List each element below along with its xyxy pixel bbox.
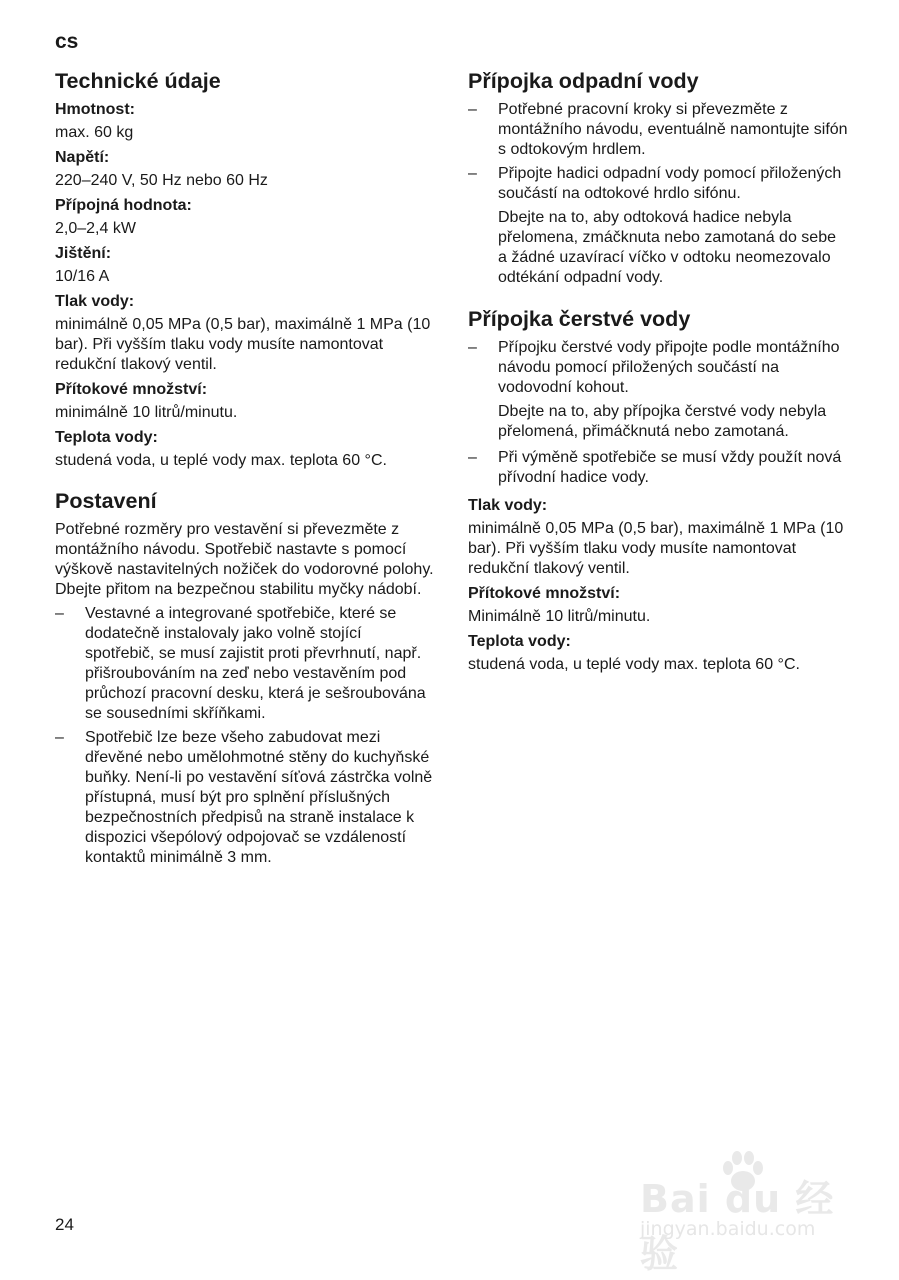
installation-intro: Potřebné rozměry pro vestavění si převezměte z montážního návodu. Spotřebič nastavte s pomocí výškově nastavitelných nožiček do vodorovné polohy. Dbejte přitom na bezpečnou stabilitu myčky nádobí. [55, 521, 434, 598]
language-code: cs [55, 30, 79, 53]
list-item [468, 338, 848, 398]
spec-value-flow-rate: Minimálně 10 litrů/minutu. [468, 608, 651, 625]
right-column [468, 68, 848, 680]
list-item [55, 728, 435, 868]
page-number: 24 [55, 1215, 74, 1234]
list-item [468, 164, 848, 204]
spec-value-power: 2,0–2,4 kW [55, 220, 136, 237]
spec-label-fuse: Jištění: [55, 245, 112, 262]
left-column [55, 68, 435, 872]
section-title-technical-data: Technické údaje [55, 69, 221, 93]
list-item-text: Potřebné pracovní kroky si převezměte z montážního návodu, eventuálně namontujte sifón s odtokovým hrdlem. [498, 101, 848, 158]
spec-value-voltage: 220–240 V, 50 Hz nebo 60 Hz [55, 172, 268, 189]
waste-water-note: Dbejte na to, aby odtoková hadice nebyla přelomena, zmáčknuta nebo zamotaná do sebe a žádné uzavírací víčko v odtoku neomezovalo odtékání odpadní vody. [498, 209, 836, 286]
dash-bullet-icon: – [468, 339, 477, 356]
list-item [468, 100, 848, 160]
spec-label-flow-rate: Přítokové množství: [468, 585, 621, 602]
spec-label-water-pressure: Tlak vody: [468, 497, 548, 514]
dash-bullet-icon: – [468, 449, 477, 466]
watermark [640, 1160, 840, 1276]
spec-value-water-temp: studená voda, u teplé vody max. teplota 60 °C. [468, 656, 800, 673]
spec-label-water-pressure: Tlak vody: [55, 293, 135, 310]
section-title-fresh-water: Přípojka čerstvé vody [468, 307, 691, 331]
dash-bullet-icon: – [468, 165, 477, 182]
spec-value-flow-rate: minimálně 10 litrů/minutu. [55, 404, 238, 421]
spec-label-power: Přípojná hodnota: [55, 197, 192, 214]
dash-bullet-icon: – [55, 729, 64, 746]
spec-value-water-temp: studená voda, u teplé vody max. teplota 60 °C. [55, 452, 387, 469]
spec-value-fuse: 10/16 A [55, 268, 110, 285]
spec-value-water-pressure: minimálně 0,05 MPa (0,5 bar), maximálně 1 MPa (10 bar). Při vyšším tlaku vody musíte namontovat redukční tlakový ventil. [468, 520, 844, 577]
watermark-url: jingyan.baidu.com [640, 1218, 816, 1240]
section-title-waste-water: Přípojka odpadní vody [468, 69, 699, 93]
list-item-text: Vestavné a integrované spotřebiče, které se dodatečně instalovaly jako volně stojící spotřebič, se musí zajistit proti převrhnutí, např. přišroubováním na zeď nebo vestavěním pod průchozí pracovní desku, která je sešroubována se sousedními skříňkami. [85, 605, 426, 722]
watermark-brand: Bai du 经验 [640, 1177, 835, 1276]
list-item [55, 604, 435, 724]
list-item-text: Připojte hadici odpadní vody pomocí přiložených součástí na odtokové hrdlo sifónu. [498, 165, 842, 202]
section-title-installation: Postavení [55, 489, 157, 513]
spec-label-water-temp: Teplota vody: [468, 633, 571, 650]
spec-label-water-temp: Teplota vody: [55, 429, 158, 446]
spec-value-water-pressure: minimálně 0,05 MPa (0,5 bar), maximálně 1 MPa (10 bar). Při vyšším tlaku vody musíte namontovat redukční tlakový ventil. [55, 316, 431, 373]
spec-label-flow-rate: Přítokové množství: [55, 381, 208, 398]
dash-bullet-icon: – [55, 605, 64, 622]
fresh-water-note: Dbejte na to, aby přípojka čerstvé vody nebyla přelomená, přimáčknutá nebo zamotaná. [498, 403, 827, 440]
list-item-text: Spotřebič lze beze všeho zabudovat mezi dřevěné nebo umělohmotné stěny do kuchyňské buňky. Není-li po vestavění síťová zástrčka volně přístupná, musí být pro splnění příslušných bezpečnostních předpisů na straně instalace k dispozici všepólový odpojovač se vzdáleností kontaktů minimálně 3 mm. [85, 729, 433, 866]
list-item-text: Při výměně spotřebiče se musí vždy použít nová přívodní hadice vody. [498, 449, 842, 486]
spec-value-weight: max. 60 kg [55, 124, 134, 141]
list-item-text: Přípojku čerstvé vody připojte podle montážního návodu pomocí přiložených součástí na vodovodní kohout. [498, 339, 840, 396]
list-item [468, 448, 848, 488]
spec-label-weight: Hmotnost: [55, 101, 135, 118]
dash-bullet-icon: – [468, 101, 477, 118]
spec-label-voltage: Napětí: [55, 149, 110, 166]
